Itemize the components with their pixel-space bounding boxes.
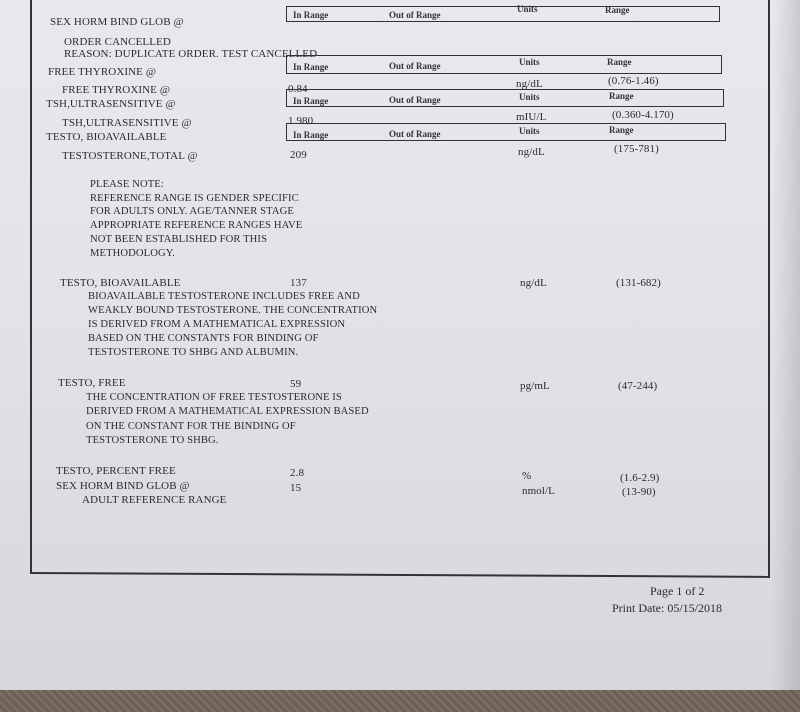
test-value: 2.8 (290, 467, 305, 479)
print-date: Print Date: 05/15/2018 (612, 601, 722, 615)
test-units: nmol/L (522, 485, 555, 497)
test-range: (0.76-1.46) (608, 75, 659, 87)
test-name: TESTO, FREE (58, 377, 126, 389)
page-border-right (768, 0, 770, 578)
test-name: TESTO, BIOAVAILABLE (60, 277, 181, 289)
header-range: Range (607, 57, 632, 67)
test-value: 15 (290, 482, 302, 494)
header-out-of-range: Out of Range (389, 95, 441, 105)
page-number: Page 1 of 2 (650, 584, 705, 598)
test-value: 0.84 (288, 83, 308, 95)
test-value: 59 (290, 378, 302, 390)
note-line: BASED ON THE CONSTANTS FOR BINDING OF (88, 333, 319, 344)
header-out-of-range: Out of Range (389, 61, 441, 71)
note-line: IS DERIVED FROM A MATHEMATICAL EXPRESSION (88, 319, 346, 330)
header-range: Range (609, 91, 634, 101)
header-range: Range (609, 125, 634, 135)
test-value: 1.980 (288, 115, 314, 127)
test-range: (131-682) (616, 277, 661, 289)
test-range: (47-244) (618, 380, 658, 392)
test-name: SEX HORM BIND GLOB @ (56, 480, 190, 492)
reference-note: ADULT REFERENCE RANGE (82, 494, 227, 506)
header-out-of-range: Out of Range (389, 129, 441, 139)
results-header-box (286, 89, 724, 107)
test-units: ng/dL (518, 146, 545, 158)
results-header-box (286, 6, 720, 22)
note-line: DERIVED FROM A MATHEMATICAL EXPRESSION BASED (86, 406, 369, 417)
results-header-box (286, 123, 726, 141)
note-line: METHODOLOGY. (90, 248, 175, 259)
section-title-free-thyroxine: FREE THYROXINE @ (48, 66, 157, 78)
test-range: (175-781) (614, 143, 659, 155)
test-units: ng/dL (520, 277, 547, 289)
test-range: (13-90) (622, 486, 656, 498)
note-line: REFERENCE RANGE IS GENDER SPECIFIC (90, 193, 299, 204)
section-title-testo-bioavailable: TESTO, BIOAVAILABLE (46, 131, 167, 143)
note-line: THE CONCENTRATION OF FREE TESTOSTERONE IS (86, 392, 342, 403)
header-in-range: In Range (293, 130, 329, 140)
header-units: Units (519, 92, 540, 102)
note-line: APPROPRIATE REFERENCE RANGES HAVE (90, 220, 303, 231)
test-name: FREE THYROXINE @ (62, 84, 171, 96)
test-name: TSH,ULTRASENSITIVE @ (62, 117, 192, 129)
test-value: 209 (290, 149, 307, 161)
page-shadow (772, 0, 800, 690)
results-header-box (286, 55, 722, 74)
header-in-range: In Range (293, 62, 329, 72)
note-line: TESTOSTERONE TO SHBG AND ALBUMIN. (88, 347, 299, 358)
test-units: mIU/L (516, 111, 547, 123)
note-line: NOT BEEN ESTABLISHED FOR THIS (90, 234, 268, 245)
header-out-of-range: Out of Range (389, 10, 441, 20)
note-line: FOR ADULTS ONLY. AGE/TANNER STAGE (90, 206, 294, 217)
header-units: Units (517, 4, 538, 14)
test-range: (1.6-2.9) (620, 472, 660, 484)
header-range: Range (605, 5, 630, 15)
test-units: % (522, 470, 532, 482)
floor-background (0, 690, 800, 712)
note-line: BIOAVAILABLE TESTOSTERONE INCLUDES FREE AND (88, 291, 360, 302)
note-line: ON THE CONSTANT FOR THE BINDING OF (86, 421, 296, 432)
header-units: Units (519, 126, 540, 136)
order-cancelled: ORDER CANCELLED (64, 36, 171, 48)
cancel-reason: REASON: DUPLICATE ORDER. TEST CANCELLED (64, 48, 318, 60)
note-line: WEAKLY BOUND TESTOSTERONE. THE CONCENTRATION (88, 305, 378, 316)
test-value: 137 (290, 277, 307, 289)
page-border-left (30, 0, 32, 574)
note-line: PLEASE NOTE: (90, 179, 164, 190)
test-range: (0.360-4.170) (612, 109, 674, 121)
header-in-range: In Range (293, 10, 329, 20)
section-title-shbg: SEX HORM BIND GLOB @ (50, 16, 184, 28)
test-units: ng/dL (516, 78, 543, 90)
section-title-tsh: TSH,ULTRASENSITIVE @ (46, 98, 176, 110)
test-name: TESTO, PERCENT FREE (56, 465, 176, 477)
header-units: Units (519, 57, 540, 67)
header-in-range: In Range (293, 96, 329, 106)
test-name: TESTOSTERONE,TOTAL @ (62, 150, 198, 162)
test-units: pg/mL (520, 380, 550, 392)
note-line: TESTOSTERONE TO SHBG. (86, 435, 219, 446)
